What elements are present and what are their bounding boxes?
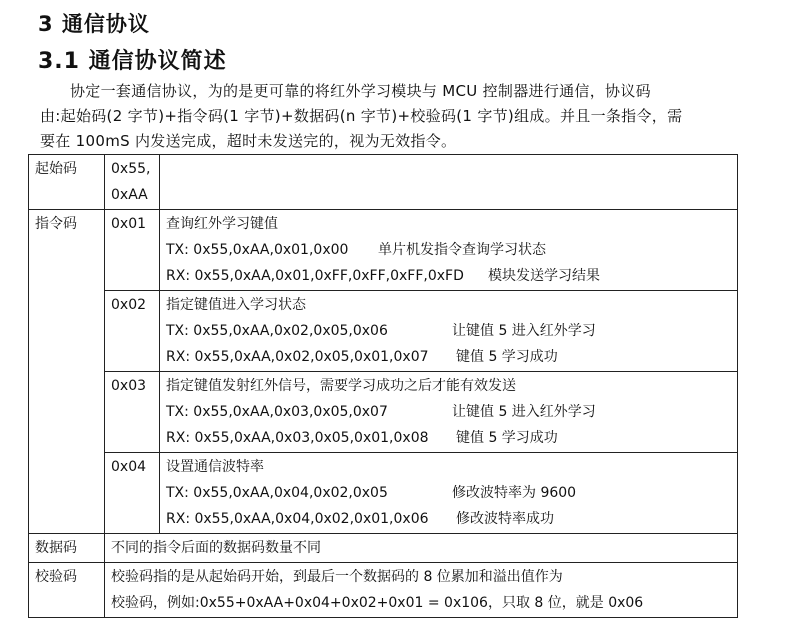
command-title: 设置通信波特率 bbox=[166, 459, 264, 475]
rx-line bbox=[166, 506, 731, 532]
command-row bbox=[105, 372, 738, 453]
tx-description: 单片机发指令查询学习状态 bbox=[378, 242, 546, 258]
data-code-label: 数据码 bbox=[29, 534, 105, 563]
command-code-group bbox=[29, 210, 738, 534]
rx-line bbox=[166, 263, 731, 289]
tx-description: 修改波特率为 9600 bbox=[452, 485, 577, 501]
command-title: 查询红外学习键值 bbox=[166, 216, 278, 232]
section-heading: 3 通信协议 bbox=[38, 12, 150, 36]
rx-description: 模块发送学习结果 bbox=[488, 268, 600, 284]
tx-bytes: TX: 0x55,0xAA,0x03,0x05,0x07 bbox=[166, 404, 388, 420]
start-code-label: 起始码 bbox=[29, 155, 105, 210]
start-code-value bbox=[105, 155, 160, 210]
rx-bytes: RX: 0x55,0xAA,0x02,0x05,0x01,0x07 bbox=[166, 349, 429, 365]
command-code-label: 指令码 bbox=[29, 210, 105, 534]
rx-description: 修改波特率成功 bbox=[456, 511, 554, 527]
command-detail bbox=[160, 453, 738, 534]
command-row bbox=[105, 210, 738, 291]
protocol-table bbox=[28, 154, 738, 618]
subsection-heading: 3.1 通信协议简述 bbox=[38, 49, 227, 74]
checksum-label: 校验码 bbox=[29, 563, 105, 618]
paragraph-line: 协定一套通信协议，为的是更可靠的将红外学习模块与 MCU 控制器进行通信，协议码 bbox=[70, 82, 651, 100]
command-detail bbox=[160, 372, 738, 453]
checksum-line: 校验码，例如:0x55+0xAA+0x04+0x02+0x01 = 0x106，只取 8 位，就是 0x06 bbox=[111, 595, 644, 611]
tx-bytes: TX: 0x55,0xAA,0x04,0x02,0x05 bbox=[166, 485, 388, 501]
paragraph-line: 由:起始码(2 字节)+指令码(1 字节)+数据码(n 字节)+校验码(1 字节)组成。并且一条指令，需 bbox=[40, 107, 683, 125]
start-code-value-line: 0x55, bbox=[111, 161, 151, 177]
command-detail bbox=[160, 210, 738, 291]
start-code-row bbox=[29, 155, 738, 210]
command-title: 指定键值进入学习状态 bbox=[166, 297, 306, 313]
rx-line bbox=[166, 344, 731, 370]
data-code-row bbox=[29, 534, 738, 563]
checksum-line: 校验码指的是从起始码开始，到最后一个数据码的 8 位累加和溢出值作为 bbox=[111, 569, 563, 585]
command-title: 指定键值发射红外信号，需要学习成功之后才能有效发送 bbox=[166, 378, 516, 394]
tx-bytes: TX: 0x55,0xAA,0x01,0x00 bbox=[166, 242, 349, 258]
command-code: 0x01 bbox=[105, 210, 160, 291]
command-code: 0x04 bbox=[105, 453, 160, 534]
paragraph-line: 要在 100mS 内发送完成，超时未发送完的，视为无效指令。 bbox=[40, 132, 457, 150]
intro-paragraph bbox=[40, 79, 740, 154]
command-detail bbox=[160, 291, 738, 372]
data-code-description: 不同的指令后面的数据码数量不同 bbox=[105, 534, 738, 563]
command-code: 0x03 bbox=[105, 372, 160, 453]
command-list bbox=[105, 210, 738, 534]
rx-bytes: RX: 0x55,0xAA,0x03,0x05,0x01,0x08 bbox=[166, 430, 429, 446]
tx-line bbox=[166, 237, 731, 263]
start-code-empty bbox=[160, 155, 738, 210]
checksum-row bbox=[29, 563, 738, 618]
rx-bytes: RX: 0x55,0xAA,0x01,0xFF,0xFF,0xFF,0xFD bbox=[166, 268, 464, 284]
rx-line bbox=[166, 425, 731, 451]
tx-line bbox=[166, 480, 731, 506]
tx-line bbox=[166, 318, 731, 344]
rx-bytes: RX: 0x55,0xAA,0x04,0x02,0x01,0x06 bbox=[166, 511, 429, 527]
tx-description: 让键值 5 进入红外学习 bbox=[452, 323, 596, 339]
tx-line bbox=[166, 399, 731, 425]
rx-description: 键值 5 学习成功 bbox=[456, 349, 558, 365]
checksum-description bbox=[105, 563, 738, 618]
tx-description: 让键值 5 进入红外学习 bbox=[452, 404, 596, 420]
command-row bbox=[105, 453, 738, 534]
tx-bytes: TX: 0x55,0xAA,0x02,0x05,0x06 bbox=[166, 323, 388, 339]
start-code-value-line: 0xAA bbox=[111, 187, 148, 203]
command-row bbox=[105, 291, 738, 372]
rx-description: 键值 5 学习成功 bbox=[456, 430, 558, 446]
command-code: 0x02 bbox=[105, 291, 160, 372]
